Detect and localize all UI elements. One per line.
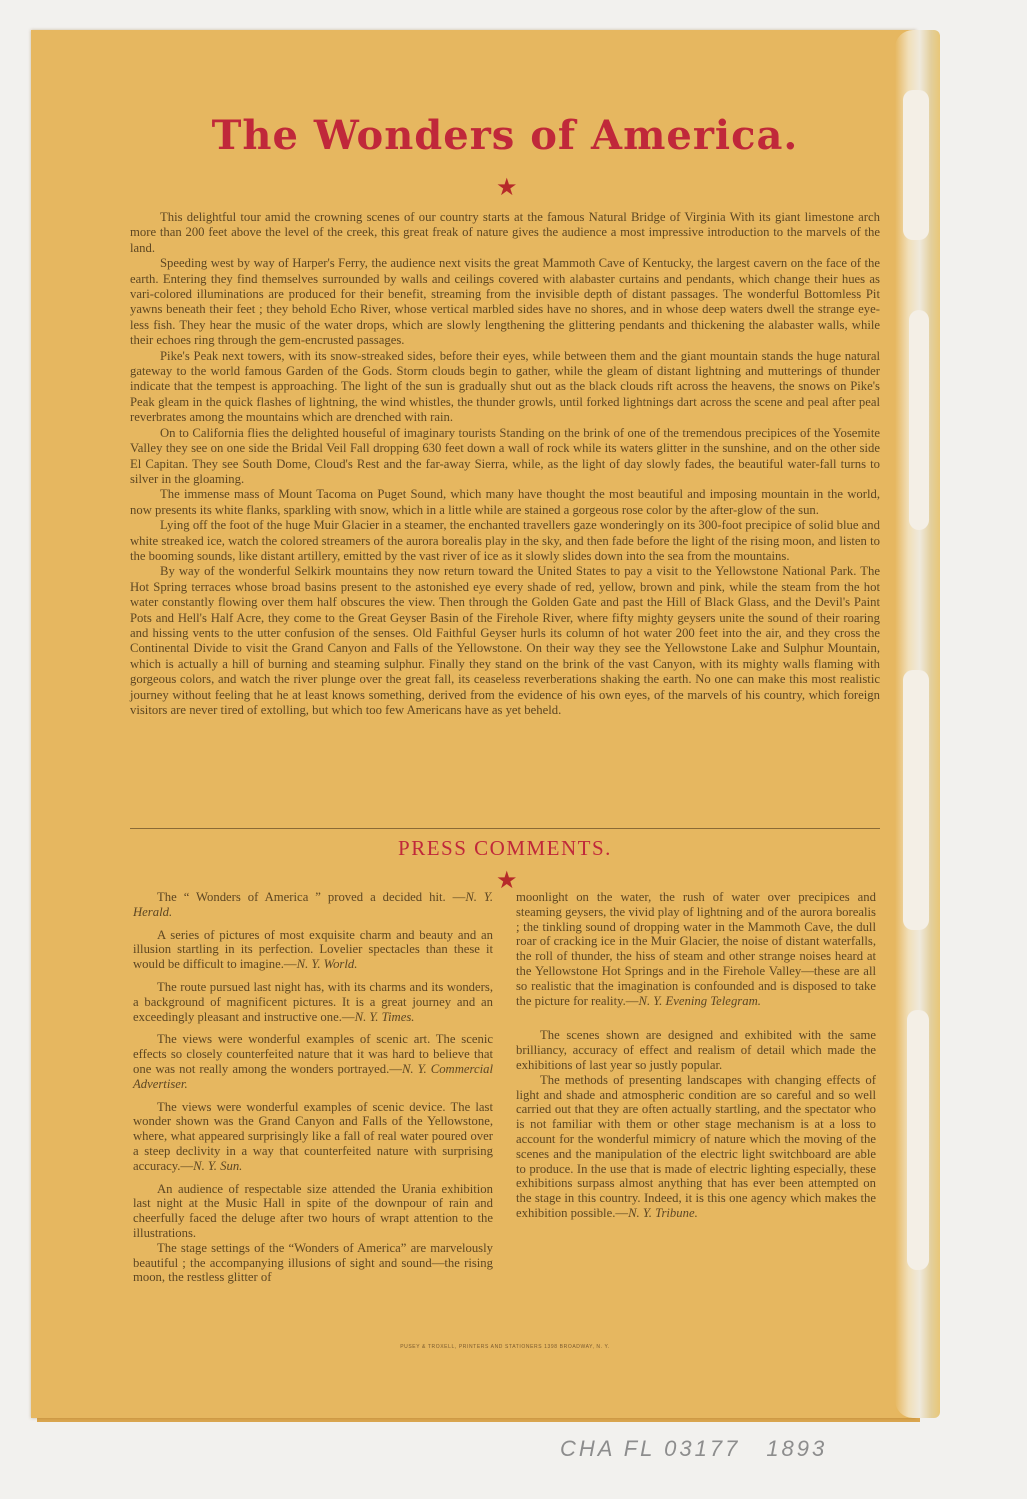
section-divider bbox=[130, 828, 880, 829]
press-quote: A series of pictures of most exquisite charm and beauty and an illusion startling in its perfection. Lovelier spectacles than these it would be difficult to imagine.—N. Y. World. bbox=[133, 927, 493, 972]
intro-paragraph: Pike's Peak next towers, with its snow-streaked sides, before their eyes, while between them and the giant mountain stands the huge natural gateway to the world famous Garden of the Gods. Storm clouds begin to gather, while the gleam of distant lightning and mutterings of thunder indicate that the tempest is approaching. The light of the sun is gradually shut out as the black clouds rift across the heavens, the snows on Pike's Peak gleam in the quick flashes of lightning, the wind whistles, the thunder growls, until forked lightnings dart across the scene and peal after peal reverbrates among the mountains which are drenched with rain. bbox=[130, 348, 880, 425]
printer-imprint: PUSEY & TROXELL, PRINTERS AND STATIONERS 1398 BROADWAY, N. Y. bbox=[400, 1344, 610, 1350]
torn-patch bbox=[903, 90, 929, 240]
press-quote: An audience of respectable size attended the Urania exhibition last night at the Music Hall in spite of the downpour of rain and cheerfully faced the deluge after two hours of wrapt attention to the illustrations. bbox=[133, 1181, 493, 1240]
intro-paragraph: Speeding west by way of Harper's Ferry, the audience next visits the great Mammoth Cave of Kentucky, the largest cavern on the face of the earth. Entering they find themselves surrounded by walls and ceilings covered with alabaster curtains and pendants, which change their hues as vari-colored illuminations are produced for their benefit, streaming from the invisible depth of distant passages. The wonderful Bottomless Pit yawns beneath their feet ; they behold Echo River, whose vertical marbled sides have no shores, and in whose deep waters dwell the strange eye-less fish. They hear the music of the water drops, which are slowly lengthening the glittering pendants and thickening the alabaster walls, while their echoes ring through the gem-encrusted passages. bbox=[130, 256, 880, 348]
accession-mark bbox=[560, 1436, 900, 1462]
title-star-icon: ★ bbox=[496, 175, 518, 201]
press-quote: The route pursued last night has, with its charms and its wonders, a background of magnificent pictures. It is a great journey and an exceedingly pleasant and instructive one.—N. Y. Times. bbox=[133, 979, 493, 1024]
press-quote: The views were wonderful examples of scenic device. The last wonder shown was the Grand Canyon and Falls of the Yellowstone, where, what appeared surprisingly like a fall of real water poured over a steep declivity in a way that counterfeited nature with surprising accuracy.—N. Y. Sun. bbox=[133, 1099, 493, 1173]
quote-source: N. Y. Tribune. bbox=[628, 1205, 698, 1220]
press-column-left bbox=[133, 890, 493, 1285]
torn-edge bbox=[895, 30, 940, 1418]
quote-source: N. Y. Commercial Advertiser. bbox=[133, 1061, 493, 1091]
quote-source: N. Y. Herald. bbox=[133, 890, 493, 919]
press-quote: The stage settings of the “Wonders of America” are marvelously beautiful ; the accompanying illusions of sight and sound—the rising moon, the restless glitter of bbox=[133, 1240, 493, 1285]
quote-source: N. Y. World. bbox=[296, 957, 358, 972]
press-quote: The scenes shown are designed and exhibited with the same brilliancy, accuracy of effect and realism of detail which made the exhibitions of last year so justly popular. bbox=[516, 1028, 876, 1072]
press-quote: The methods of presenting landscapes with changing effects of light and shade and atmospheric condition are so careful and so well carried out that they are often actually startling, and the spectator who is not familiar with them or other stage mechanism is at a loss to account for the wonderful mimicry of nature which the moving of the scenes and the manipulation of the electric light switchboard are able to produce. In the use that is made of electric lighting especially, these exhibitions surpass almost anything that has ever been attempted on the stage in this country. Indeed, it is this one agency which makes the exhibition possible.—N. Y. Tribune. bbox=[516, 1072, 876, 1220]
quote-source: N. Y. Times. bbox=[354, 1009, 415, 1024]
press-quote: moonlight on the water, the rush of water over precipices and steaming geysers, the vivid play of lightning and of the aurora borealis ; the tinkling sound of dropping water in the Mammoth Cave, the dull roar of cracking ice in the Muir Glacier, the noise of distant waterfalls, the roll of thunder, the hiss of steam and other strange noises heard at the Yellowstone Hot Springs and in the Firehole Valley—these are all so realistic that the imagination is confounded and is disposed to take the picture for reality.—N. Y. Evening Telegram. bbox=[516, 890, 876, 1008]
document-title: The Wonders of America. bbox=[211, 112, 799, 159]
press-column-right bbox=[516, 890, 876, 1221]
press-star-icon: ★ bbox=[496, 868, 518, 894]
press-comments-heading: PRESS COMMENTS. bbox=[398, 836, 612, 860]
intro-paragraph: The immense mass of Mount Tacoma on Puget Sound, which many have thought the most beautiful and imposing mountain in the world, now presents its white flanks, sparkling with snow, which in a little while are stained a gorgeous rose color by the after-glow of the sun. bbox=[130, 487, 880, 517]
quote-source: N. Y. Sun. bbox=[193, 1158, 243, 1173]
intro-text bbox=[130, 210, 880, 718]
intro-paragraph: This delightful tour amid the crowning scenes of our country starts at the famous Natural Bridge of Virginia With its giant limestone arch more than 200 feet above the level of the creek, this great freak of nature gives the audience a most impressive introduction to the marvels of the land. bbox=[130, 210, 880, 255]
press-quote: The “ Wonders of America ” proved a decided hit. —N. Y. Herald. bbox=[133, 890, 493, 919]
torn-patch bbox=[903, 670, 929, 930]
press-quote: The views were wonderful examples of scenic art. The scenic effects so closely counterfeited nature that it was hard to believe that one was not really among the wonders portrayed.—N. Y. Commercial Advertiser. bbox=[133, 1032, 493, 1091]
torn-patch bbox=[909, 310, 929, 530]
accession-year: 1893 bbox=[766, 1436, 828, 1461]
intro-paragraph: Lying off the foot of the huge Muir Glacier in a steamer, the enchanted travellers gaze wonderingly on its 300-foot precipice of solid blue and white streaked ice, watch the colored streamers of the aurora borealis play in the sky, and then fade before the light of the rising moon, and listen to the booming sounds, like distant artillery, emitted by the vast river of ice as it slowly slides down into the sea from the mountains. bbox=[130, 518, 880, 563]
intro-paragraph: On to California flies the delighted houseful of imaginary tourists Standing on the brink of one of the tremendous precipices of the Yosemite Valley they see on one side the Bridal Veil Fall dropping 630 feet down a wall of rock while its waters glitter in the sunshine, and on the other side El Capitan. They see South Dome, Cloud's Rest and the far-away Sierra, while, as the light of day slowly fades, the beautiful water-fall turns to silver in the gloaming. bbox=[130, 425, 880, 486]
accession-number: CHA FL 03177 bbox=[560, 1436, 741, 1461]
quote-source: N. Y. Evening Telegram. bbox=[638, 993, 761, 1008]
torn-patch bbox=[907, 1010, 929, 1270]
intro-paragraph: By way of the wonderful Selkirk mountains they now return toward the United States to pay a visit to the Yellowstone National Park. The Hot Spring terraces whose broad basins present to the astonished eye every shade of red, yellow, brown and pink, while the steam from the hot water constantly flowing over them half obscures the view. Then through the Golden Gate and past the Hill of Black Glass, and the Devil's Paint Pots and Hell's Half Acre, they come to the Great Geyser Basin of the Firehole River, where fifty mighty geysers unite the sound of their roaring and hissing vents to the utter confusion of the senses. Old Faithful Geyser hurls its column of hot water 200 feet into the air, and they cross the Continental Divide to visit the Grand Canyon and Falls of the Yellowstone. On their way they see the Yellowstone Lake and Sulphur Mountain, which is actually a hill of burning and steaming sulphur. Finally they stand on the brink of the vast Canyon, with its mighty walls flaming with gorgeous colors, and watch the river plunge over the great fall, its ceaseless reverberations shaking the earth. No one can make this most realistic journey without feeling that he at least knows something, derived from the evidence of his own eyes, of the marvels of his country, which foreign visitors are never tired of extolling, but which too few Americans have as yet beheld. bbox=[130, 564, 880, 717]
